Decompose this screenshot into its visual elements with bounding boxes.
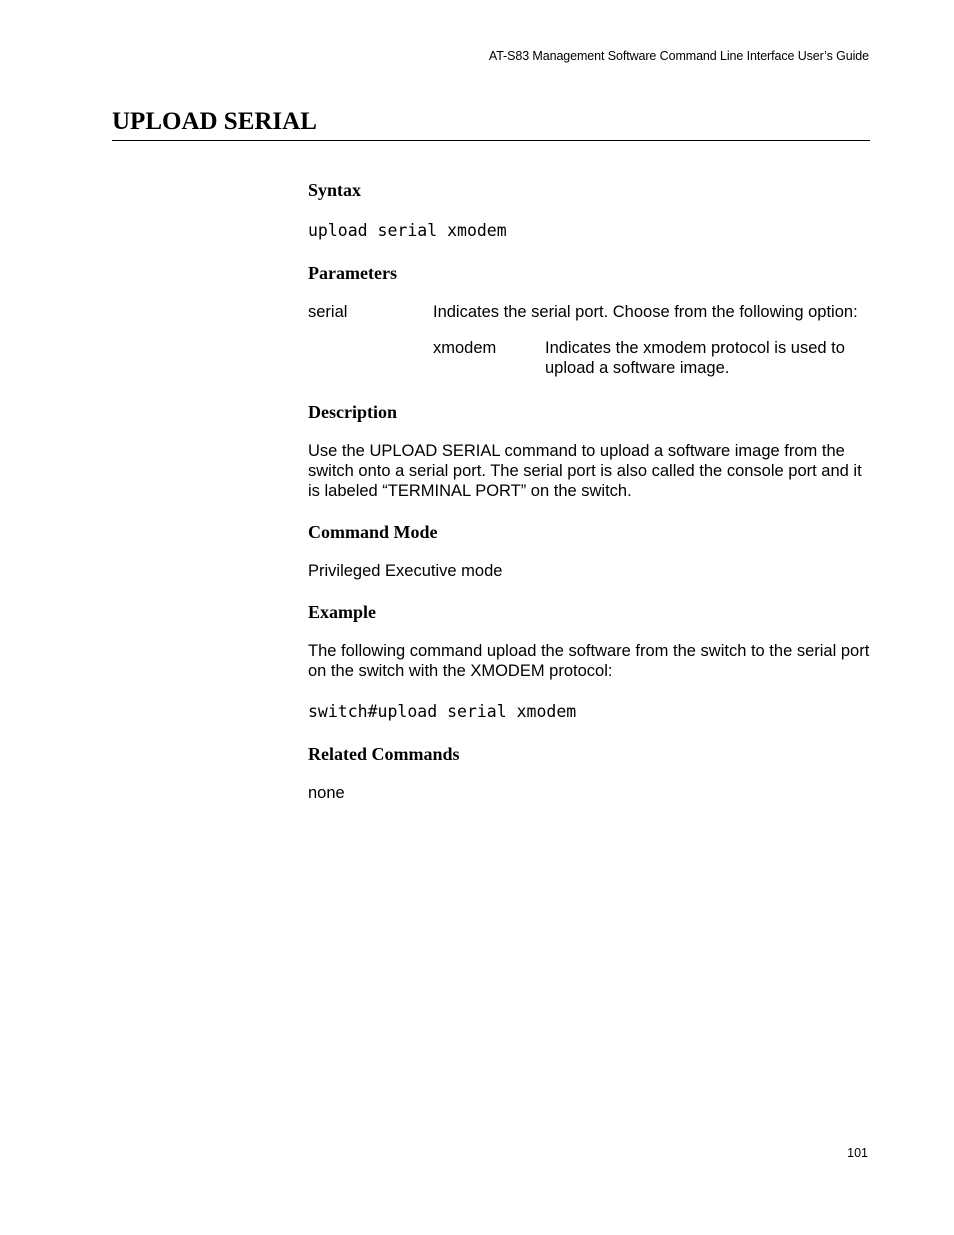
description-heading: Description	[308, 402, 397, 422]
example-heading: Example	[308, 602, 377, 622]
example-code: switch#upload serial xmodem	[308, 702, 577, 721]
syntax-code: upload serial xmodem	[308, 221, 507, 240]
title-rule	[112, 140, 870, 141]
parameters-heading: Parameters	[308, 263, 397, 283]
command-mode-section	[308, 520, 870, 581]
command-mode-heading: Command Mode	[308, 522, 438, 542]
parameters-section	[308, 261, 870, 378]
related-commands-text: none	[308, 784, 345, 802]
parameter-option-row-xmodem	[433, 338, 870, 378]
command-mode-text: Privileged Executive mode	[308, 562, 503, 580]
syntax-section	[308, 178, 870, 243]
description-section	[308, 400, 870, 501]
syntax-heading: Syntax	[308, 180, 362, 200]
running-header: AT-S83 Management Software Command Line Interface User’s Guide	[488, 49, 869, 63]
related-commands-section	[308, 742, 870, 803]
parameter-option-name: xmodem	[433, 339, 497, 357]
command-content	[308, 178, 870, 822]
parameter-description: Indicates the serial port. Choose from the following option:	[433, 303, 858, 321]
parameter-option-description: Indicates the xmodem protocol is used to upload a software image.	[545, 339, 845, 377]
page-number: 101	[847, 1146, 868, 1160]
description-text: Use the UPLOAD SERIAL command to upload a software image from the switch onto a serial port. The serial port is also called the console port and it is labeled “TERMINAL PORT” on the switch.	[308, 442, 862, 500]
parameter-row-serial	[308, 302, 870, 322]
example-section	[308, 600, 870, 724]
page-title: UPLOAD SERIAL	[112, 108, 317, 135]
parameter-name: serial	[308, 303, 348, 321]
example-text: The following command upload the software from the switch to the serial port on the switch with the XMODEM protocol:	[308, 642, 870, 680]
related-commands-heading: Related Commands	[308, 744, 460, 764]
